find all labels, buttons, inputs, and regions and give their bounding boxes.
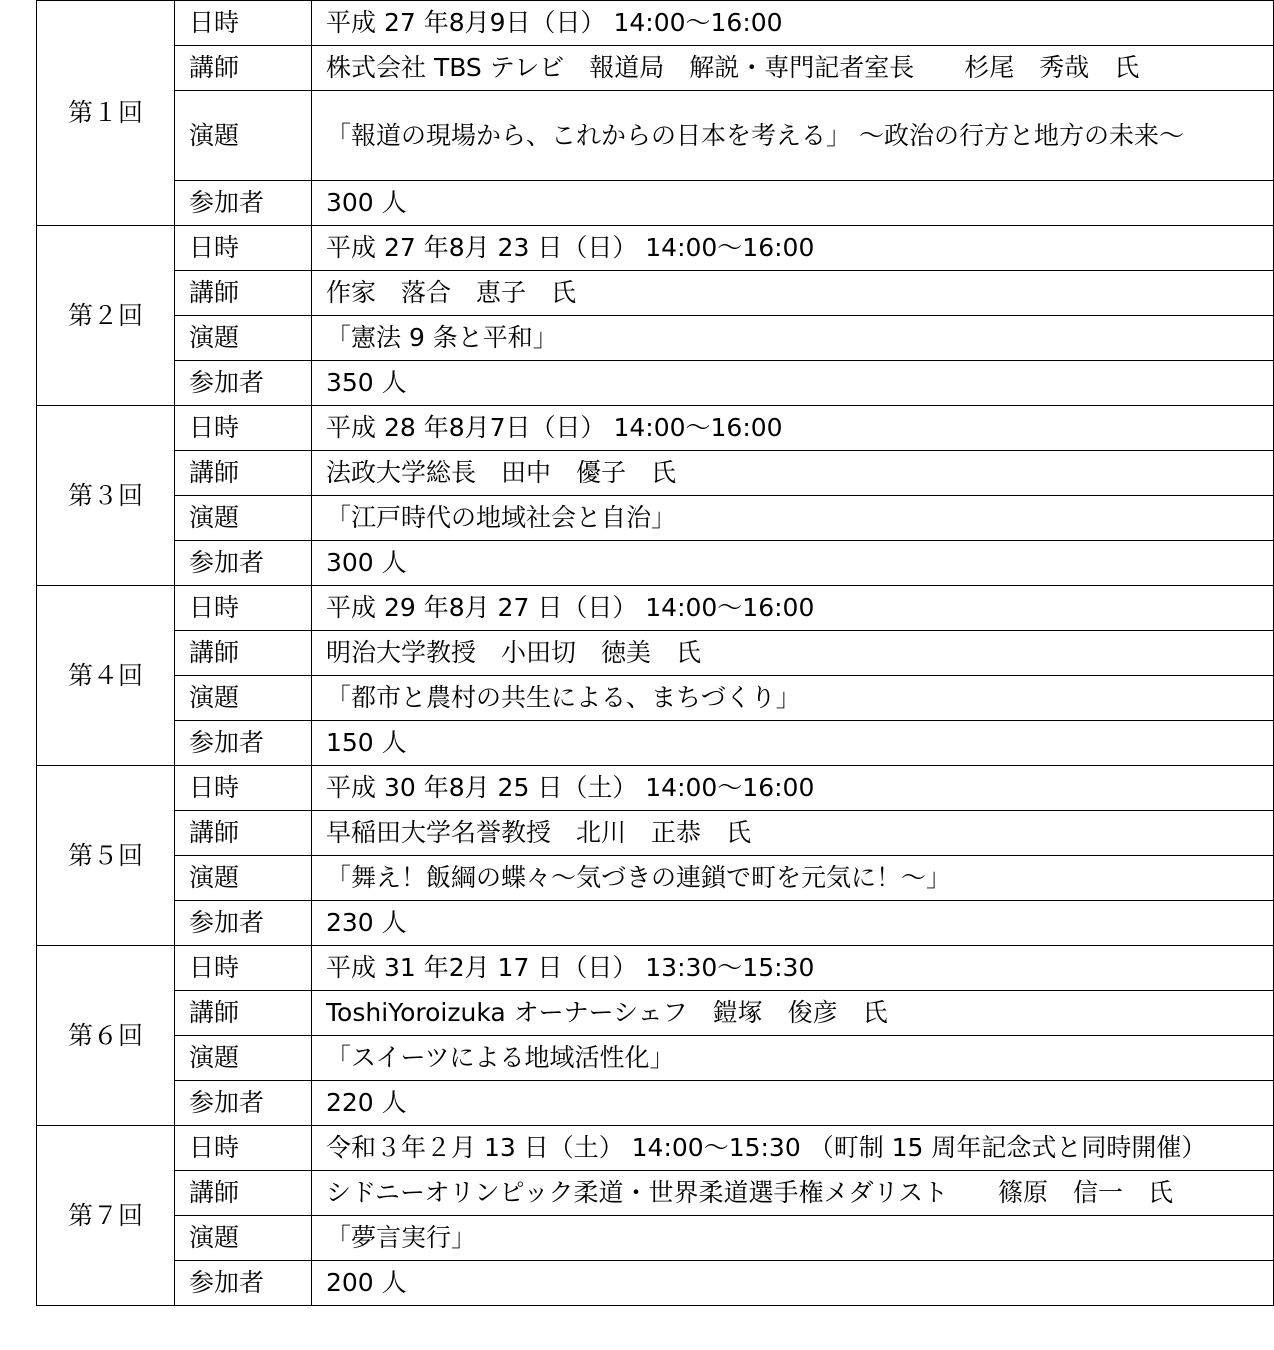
lecture-series-table — [36, 0, 1274, 1306]
table-row — [37, 856, 1274, 901]
topic-label: 演題 — [175, 1216, 312, 1261]
table-row — [37, 631, 1274, 676]
table-row — [37, 1261, 1274, 1306]
session-number: 第６回 — [37, 946, 175, 1126]
date-label: 日時 — [175, 226, 312, 271]
table-row — [37, 541, 1274, 586]
session-number: 第２回 — [37, 226, 175, 406]
date-label: 日時 — [175, 946, 312, 991]
topic-value: 「舞え！飯綱の蝶々～気づきの連鎖で町を元気に！～」 — [312, 856, 1274, 901]
table-row — [37, 676, 1274, 721]
attendees-value: 300 人 — [312, 181, 1274, 226]
lecturer-value: 早稲田大学名誉教授 北川 正恭 氏 — [312, 811, 1274, 856]
session-number: 第１回 — [37, 1, 175, 226]
lecturer-value: ToshiYoroizuka オーナーシェフ 鎧塚 俊彦 氏 — [312, 991, 1274, 1036]
session-number: 第５回 — [37, 766, 175, 946]
date-value: 平成 27 年8月9日（日） 14:00～16:00 — [312, 1, 1274, 46]
topic-label: 演題 — [175, 496, 312, 541]
date-label: 日時 — [175, 1, 312, 46]
lecturer-label: 講師 — [175, 46, 312, 91]
table-row — [37, 1, 1274, 46]
attendees-label: 参加者 — [175, 361, 312, 406]
table-row — [37, 316, 1274, 361]
date-label: 日時 — [175, 406, 312, 451]
date-value: 平成 30 年8月 25 日（土） 14:00～16:00 — [312, 766, 1274, 811]
attendees-value: 350 人 — [312, 361, 1274, 406]
table-row — [37, 271, 1274, 316]
topic-value: 「都市と農村の共生による、まちづくり」 — [312, 676, 1274, 721]
table-row — [37, 1081, 1274, 1126]
attendees-value: 230 人 — [312, 901, 1274, 946]
table-row — [37, 181, 1274, 226]
table-row — [37, 1036, 1274, 1081]
table-row — [37, 991, 1274, 1036]
attendees-label: 参加者 — [175, 181, 312, 226]
attendees-label: 参加者 — [175, 721, 312, 766]
attendees-value: 300 人 — [312, 541, 1274, 586]
attendees-label: 参加者 — [175, 1261, 312, 1306]
topic-value: 「憲法 9 条と平和」 — [312, 316, 1274, 361]
table-row — [37, 721, 1274, 766]
table-body — [37, 1, 1274, 1306]
date-label: 日時 — [175, 766, 312, 811]
lecturer-label: 講師 — [175, 631, 312, 676]
table-row — [37, 1171, 1274, 1216]
table-row — [37, 406, 1274, 451]
table-row — [37, 586, 1274, 631]
date-value: 平成 27 年8月 23 日（日） 14:00～16:00 — [312, 226, 1274, 271]
lecturer-label: 講師 — [175, 991, 312, 1036]
topic-value: 「報道の現場から、これからの日本を考える」 ～政治の行方と地方の未来～ — [312, 91, 1274, 181]
attendees-value: 200 人 — [312, 1261, 1274, 1306]
table-row — [37, 1126, 1274, 1171]
topic-value: 「江戸時代の地域社会と自治」 — [312, 496, 1274, 541]
lecturer-value: 作家 落合 恵子 氏 — [312, 271, 1274, 316]
table-row — [37, 1216, 1274, 1261]
date-value: 平成 29 年8月 27 日（日） 14:00～16:00 — [312, 586, 1274, 631]
attendees-value: 220 人 — [312, 1081, 1274, 1126]
topic-value: 「スイーツによる地域活性化」 — [312, 1036, 1274, 1081]
lecturer-value: 明治大学教授 小田切 徳美 氏 — [312, 631, 1274, 676]
date-value: 平成 31 年2月 17 日（日） 13:30～15:30 — [312, 946, 1274, 991]
date-value: 平成 28 年8月7日（日） 14:00～16:00 — [312, 406, 1274, 451]
session-number: 第７回 — [37, 1126, 175, 1306]
session-number: 第３回 — [37, 406, 175, 586]
date-label: 日時 — [175, 1126, 312, 1171]
table-row — [37, 46, 1274, 91]
table-row — [37, 496, 1274, 541]
topic-label: 演題 — [175, 1036, 312, 1081]
session-number: 第４回 — [37, 586, 175, 766]
table-row — [37, 766, 1274, 811]
lecturer-label: 講師 — [175, 271, 312, 316]
table-row — [37, 451, 1274, 496]
table-row — [37, 946, 1274, 991]
topic-value: 「夢言実行」 — [312, 1216, 1274, 1261]
table-row — [37, 91, 1274, 181]
topic-label: 演題 — [175, 316, 312, 361]
lecturer-value: 株式会社 TBS テレビ 報道局 解説・専門記者室長 杉尾 秀哉 氏 — [312, 46, 1274, 91]
table-row — [37, 361, 1274, 406]
date-value: 令和３年２月 13 日（土） 14:00～15:30 （町制 15 周年記念式と同時開催） — [312, 1126, 1274, 1171]
topic-label: 演題 — [175, 91, 312, 181]
lecturer-value: 法政大学総長 田中 優子 氏 — [312, 451, 1274, 496]
attendees-label: 参加者 — [175, 1081, 312, 1126]
lecturer-label: 講師 — [175, 1171, 312, 1216]
lecturer-label: 講師 — [175, 451, 312, 496]
table-row — [37, 811, 1274, 856]
date-label: 日時 — [175, 586, 312, 631]
lecturer-label: 講師 — [175, 811, 312, 856]
table-row — [37, 226, 1274, 271]
attendees-value: 150 人 — [312, 721, 1274, 766]
attendees-label: 参加者 — [175, 541, 312, 586]
table-row — [37, 901, 1274, 946]
topic-label: 演題 — [175, 676, 312, 721]
topic-label: 演題 — [175, 856, 312, 901]
attendees-label: 参加者 — [175, 901, 312, 946]
lecturer-value: シドニーオリンピック柔道・世界柔道選手権メダリスト 篠原 信一 氏 — [312, 1171, 1274, 1216]
